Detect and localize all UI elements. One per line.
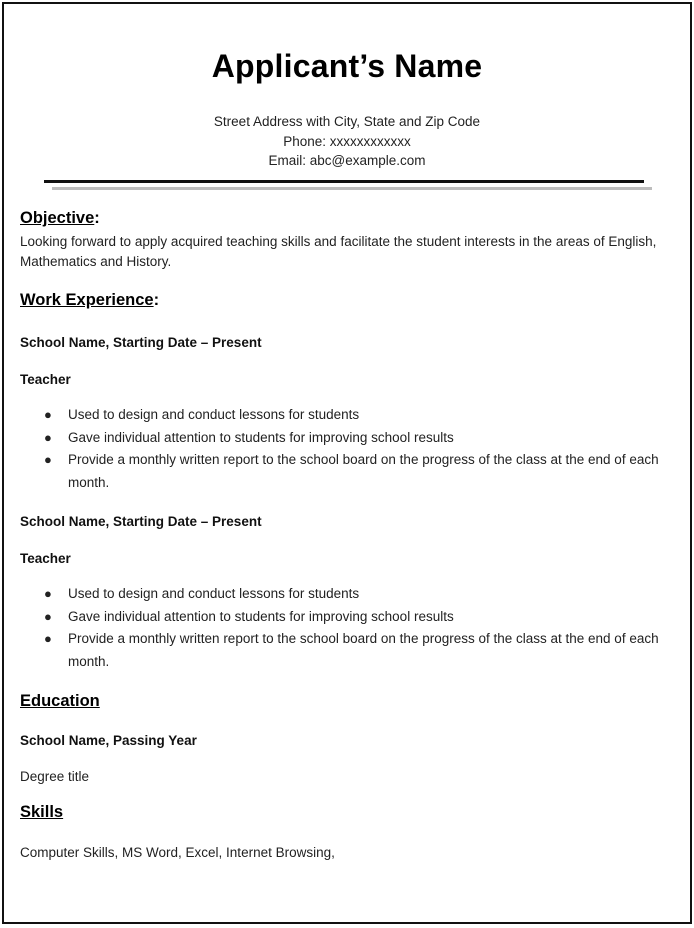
list-item: ● Gave individual attention to students for improving school results <box>20 427 670 450</box>
list-item: ● Provide a monthly written report to the school board on the progress of the class at the end of each month. <box>20 449 670 494</box>
email-address: Email: abc@example.com <box>268 153 426 168</box>
objective-text: Looking forward to apply acquired teaching skills and facilitate the student interests in the areas of English, Mathematics and History. <box>20 234 657 269</box>
bullet-icon: ● <box>44 429 52 445</box>
list-item: ● Used to design and conduct lessons for students <box>20 404 670 427</box>
objective-heading: Objective: <box>20 209 100 227</box>
bullet-icon: ● <box>44 608 52 624</box>
list-item: ● Gave individual attention to students for improving school results <box>20 606 670 629</box>
work-experience-heading: Work Experience: <box>20 291 160 309</box>
education-school: School Name, Passing Year <box>20 733 197 748</box>
job-2-title: Teacher <box>20 551 71 566</box>
skills-heading: Skills <box>20 803 64 821</box>
header-divider-dark <box>44 180 644 183</box>
contact-block <box>4 112 690 171</box>
job-1-duties <box>20 404 670 494</box>
education-degree: Degree title <box>20 769 90 784</box>
skills-text: Computer Skills, MS Word, Excel, Internet Browsing, <box>20 845 335 860</box>
job-2-employer: School Name, Starting Date – Present <box>20 514 262 529</box>
job-1-employer: School Name, Starting Date – Present <box>20 335 262 350</box>
list-item: ● Used to design and conduct lessons for students <box>20 583 670 606</box>
bullet-icon: ● <box>44 631 52 646</box>
job-1-title: Teacher <box>20 372 71 387</box>
phone-number: Phone: xxxxxxxxxxxx <box>283 133 411 149</box>
header-divider-shadow <box>52 187 652 190</box>
bullet-icon: ● <box>44 586 52 601</box>
applicant-name: Applicant’s Name <box>211 48 483 84</box>
street-address: Street Address with City, State and Zip Code <box>213 114 481 129</box>
resume-page <box>2 2 692 924</box>
bullet-icon: ● <box>44 452 52 467</box>
bullet-icon: ● <box>44 407 52 422</box>
list-item: ● Provide a monthly written report to the school board on the progress of the class at the end of each month. <box>20 628 670 673</box>
education-heading: Education <box>20 692 100 710</box>
job-2-duties <box>20 583 670 673</box>
